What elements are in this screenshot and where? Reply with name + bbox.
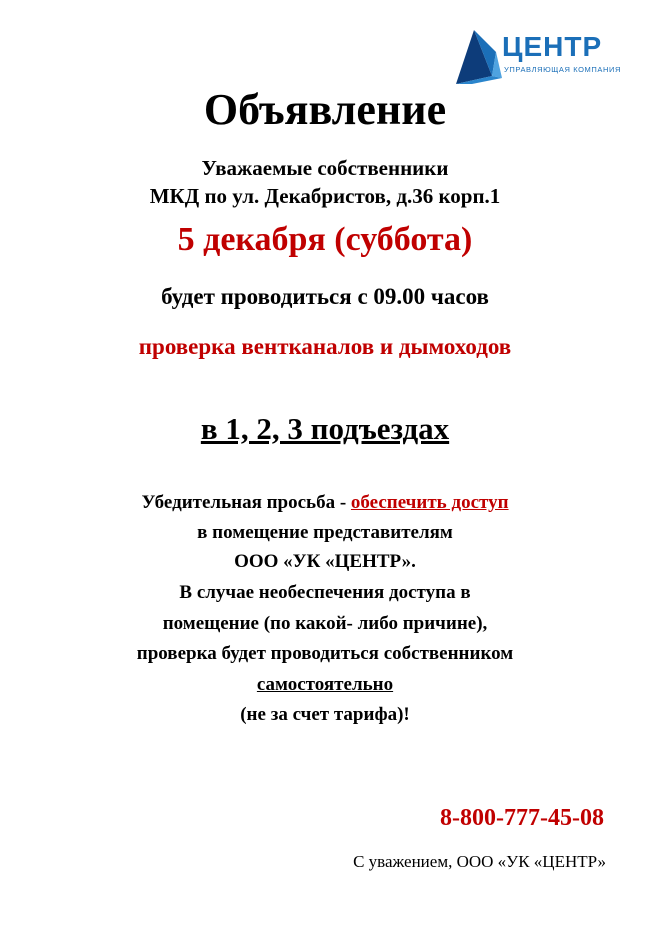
signature: С уважением, ООО «УК «ЦЕНТР» [353, 852, 606, 871]
phone-number: 8-800-777-45-08 [440, 805, 604, 831]
logo-subtitle: УПРАВЛЯЮЩАЯ КОМПАНИЯ [504, 65, 622, 74]
address-line-1: Уважаемые собственники [201, 156, 449, 180]
request-line-2: в помещение представителям [197, 522, 453, 543]
request-line-7: самостоятельно [256, 674, 394, 695]
work-description: проверка вентканалов и дымоходов [138, 334, 512, 359]
entrances: в 1, 2, 3 подъездах [200, 411, 450, 446]
notice-title: Объявление [203, 85, 447, 134]
logo-emblem-icon [452, 28, 504, 84]
request-line-6: проверка будет проводиться собственником [136, 643, 514, 664]
logo-name: ЦЕНТР [502, 31, 603, 62]
request-highlight: обеспечить доступ [350, 492, 509, 513]
company-logo [452, 28, 632, 88]
request-line-4: В случае необеспечения доступа в [179, 582, 471, 603]
request-prefix: Убедительная просьба - [141, 492, 351, 513]
request-line-3: ООО «УК «ЦЕНТР». [234, 551, 416, 572]
request-line-1 [0, 492, 650, 514]
request-line-5: помещение (по какой- либо причине), [162, 613, 488, 634]
event-time: будет проводиться с 09.00 часов [161, 284, 489, 309]
event-date: 5 декабря (суббота) [177, 221, 473, 258]
address-line-2: МКД по ул. Декабристов, д.36 корп.1 [149, 184, 501, 208]
request-line-8: (не за счет тарифа)! [240, 704, 410, 725]
